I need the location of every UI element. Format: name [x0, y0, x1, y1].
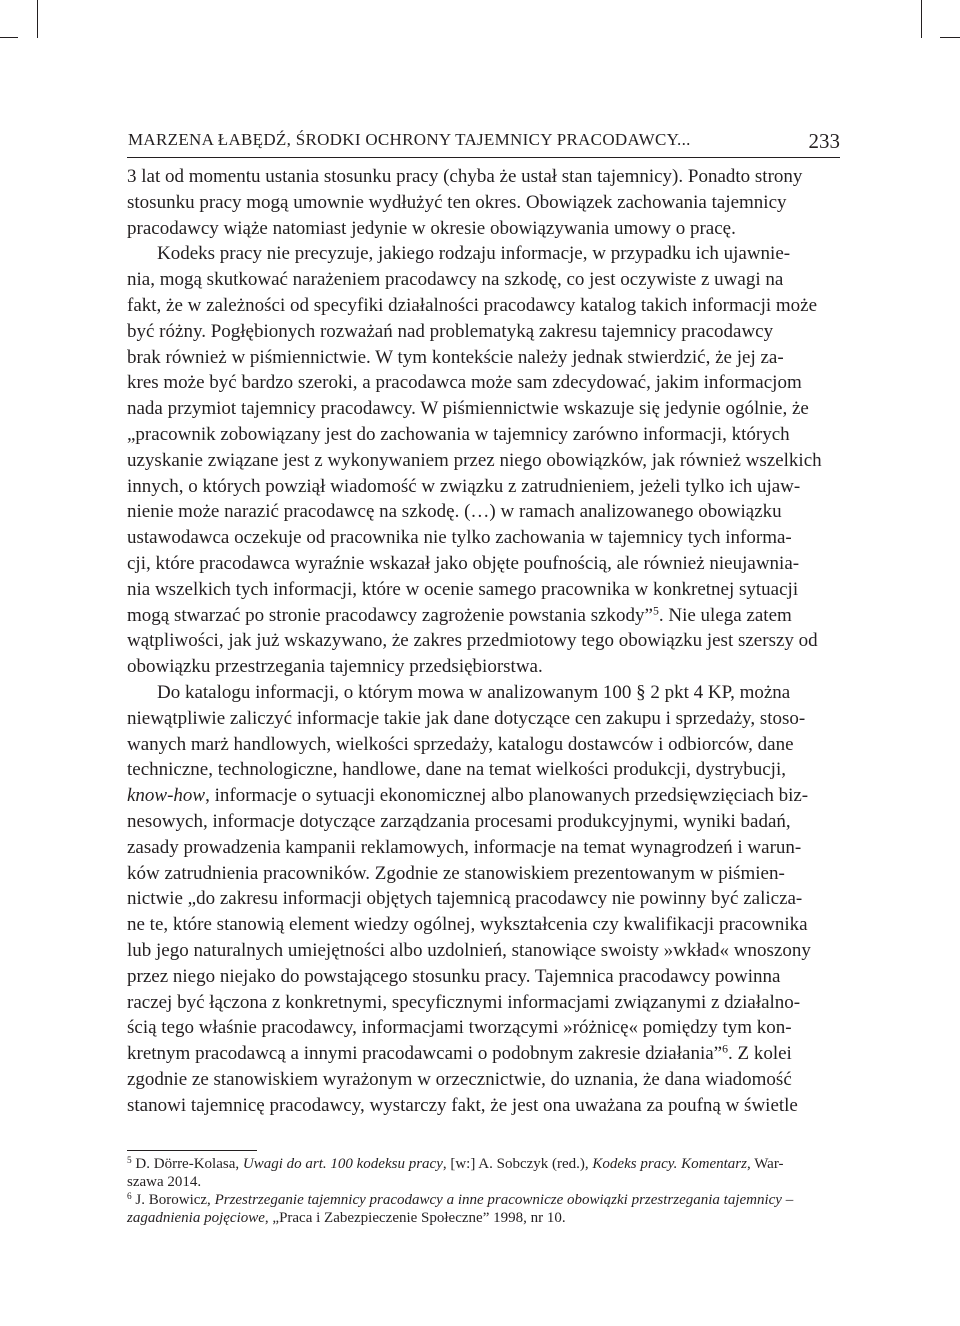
text-line: ne te, które stanowią element wiedzy ogólnej, wykształcenia czy kwalifikacji pracownika [127, 914, 808, 936]
footnote-title: Uwagi do art. 100 kodeksu pracy [242, 1156, 443, 1172]
footnote-ref-5[interactable]: 5 [652, 604, 659, 618]
body-text [127, 164, 840, 1118]
italic-term: know-how [127, 785, 206, 807]
footnote-6 [127, 1191, 840, 1227]
text-line: Do katalogu informacji, o którym mowa w analizowanym 100 § 2 pkt 4 KP, można [157, 681, 791, 703]
footnote-number: 6 [127, 1191, 132, 1202]
running-head: MARZENA ŁABĘDŹ, ŚRODKI OCHRONY TAJEMNICY PRACODAWCY... [128, 130, 691, 149]
footnote-number: 5 [127, 1155, 132, 1166]
text-line: brak również w piśmiennictwie. W tym kontekście należy jednak stwierdzić, że jej za- [127, 346, 784, 368]
text-line: nada przymiot tajemnicy pracodawcy. W piśmiennictwie wskazuje się jedynie ogólnie, że [127, 398, 809, 420]
footnote-ref-6[interactable]: 6 [722, 1042, 728, 1056]
text-line: niewątpliwie zaliczyć informacje takie jak dane dotyczące cen zakupu i sprzedaży, stoso- [127, 707, 806, 729]
footnotes [127, 1155, 840, 1227]
text-line: 3 lat od momentu ustania stosunku pracy (chyba że ustał stan tajemnicy). Ponadto strony [127, 166, 803, 187]
text-line: pracodawcy wiąże natomiast jedynie w okresie obowiązywania umowy o pracę. [127, 217, 736, 239]
text-line: techniczne, technologiczne, handlowe, dane na temat wielkości produkcji, dystrybucji, [127, 759, 786, 781]
text-line: obowiązku przestrzegania tajemnicy przedsiębiorstwa. [127, 656, 543, 678]
text-line: lub jego naturalnych umiejętności albo uzdolnień, stanowiące swoisty »wkład« wnoszony [127, 939, 811, 961]
text-line: nia wszelkich tych informacji, które w ocenie samego pracownika w konkretnej sytuacji [127, 578, 799, 600]
text-line: wątpliwości, jak już wskazywano, że zakres przedmiotowy tego obowiązku jest szerszy od [127, 630, 818, 652]
text-line: raczej być łączona z konkretnymi, specyficznymi informacjami związanymi z działalno- [127, 991, 801, 1013]
crop-mark-top-left-horizontal [0, 37, 18, 38]
page-header [127, 128, 840, 158]
text-line [127, 783, 840, 809]
text-line: „pracownik zobowiązany jest do zachowania w tajemnicy zarówno informacji, których [127, 423, 790, 445]
footnote-separator [127, 1150, 257, 1151]
footnote-work-title: Kodeks pracy. Komentarz [592, 1156, 747, 1172]
text-line: stanowi tajemnicę pracodawcy, wystarczy fakt, że jest ona uważana za poufną w świetle [127, 1094, 798, 1116]
text-line: wanych marż handlowych, wielkości sprzedaży, katalogu dostawców i odbiorców, dane [127, 733, 794, 755]
text-line: nesowych, informacje dotyczące zarządzania procesami produkcyjnymi, wyniki badań, [127, 810, 791, 832]
text-line: innych, o których powziął wiadomość w związku z zatrudnieniem, jeżeli tylko ich ujaw- [127, 475, 801, 497]
crop-mark-top-left-vertical [37, 0, 38, 38]
text-line: kres może być bardzo szeroki, a pracodawca może sam zdecydować, jakim informacjom [127, 372, 802, 394]
text-segment: kretnym pracodawcą a innymi pracodawcami o podobnym zakresie działania” [127, 1043, 723, 1065]
text-line: uzyskanie związane jest z wykonywaniem przez niego obowiązków, jak również wszelkich [127, 449, 822, 471]
text-line: być różny. Pogłębionych rozważań nad problematyką zakresu tajemnicy pracodawcy [127, 320, 774, 342]
text-line: nictwie „do zakresu informacji objętych tajemnicą pracodawcy nie powinny być zalicza- [127, 888, 803, 910]
text-segment: mogą stwarzać po stronie pracodawcy zagrożenie powstania szkody” [127, 604, 653, 626]
text-line [127, 603, 840, 629]
footnote-author: J. Borowicz, [131, 1192, 215, 1208]
footnote-text: , „Praca i Zabezpieczenie Społeczne” 1998, nr 10. [264, 1210, 566, 1226]
text-line: ścią tego właśnie pracodawcy, informacjami tworzącymi »różnicę« pomiędzy tym kon- [127, 1017, 792, 1039]
text-line: ustawodawca oczekuje od pracownika nie tylko zachowania w tajemnicy tych informa- [127, 527, 792, 549]
text-line: zgodnie ze stanowiskiem wyrażonym w orzecznictwie, do uznania, że dana wiadomość [127, 1068, 792, 1090]
text-segment: . Nie ulega zatem [658, 604, 792, 626]
text-line: nia, mogą skutkować narażeniem pracodawcy na szkodę, co jest oczywiste z uwagi na [127, 269, 784, 291]
footnote-5 [127, 1155, 840, 1191]
text-segment: , informacje o sytuacji ekonomicznej albo planowanych przedsięwzięciach biz- [205, 785, 809, 807]
crop-mark-top-right-horizontal [940, 37, 960, 38]
text-line: przez niego niejako do powstającego stosunku pracy. Tajemnica pracodawcy powinna [127, 965, 781, 987]
page-number: 233 [808, 129, 840, 153]
crop-mark-top-right-vertical [921, 0, 922, 38]
text-segment: . Z kolei [727, 1043, 792, 1065]
footnote-author: D. Dörre-Kolasa, [131, 1156, 243, 1172]
footnote-text: szawa 2014. [127, 1174, 202, 1190]
text-line [127, 1041, 840, 1067]
text-line: fakt, że w zależności od specyfiki działalności pracodawcy katalog takich informacji może [127, 294, 818, 316]
text-line: nienie może narazić pracodawcę na szkodę. (…) w ramach analizowanego obowiązku [127, 501, 782, 523]
footnote-text: , [w:] A. Sobczyk (red.), [442, 1156, 593, 1172]
footnote-text: , War- [746, 1156, 784, 1172]
text-line: cji, które pracodawca wyraźnie wskazał jako objęte poufnością, ale również nieujawnia- [127, 552, 800, 574]
text-line: Kodeks pracy nie precyzuje, jakiego rodzaju informacje, w przypadku ich ujawnie- [157, 243, 791, 265]
footnote-title: zagadnienia pojęciowe [127, 1210, 265, 1226]
text-line: stosunku pracy mogą umownie wydłużyć ten okres. Obowiązek zachowania tajemnicy [127, 191, 787, 213]
footnote-title: Przestrzeganie tajemnicy pracodawcy a inne pracownicze obowiązki przestrzegania tajemnicy – [214, 1192, 794, 1208]
text-line: ków zatrudnienia pracowników. Zgodnie ze stanowiskiem prezentowanym w piśmien- [127, 862, 785, 884]
text-line: zasady prowadzenia kampanii reklamowych, informacje na temat wynagrodzeń i warun- [127, 836, 802, 858]
